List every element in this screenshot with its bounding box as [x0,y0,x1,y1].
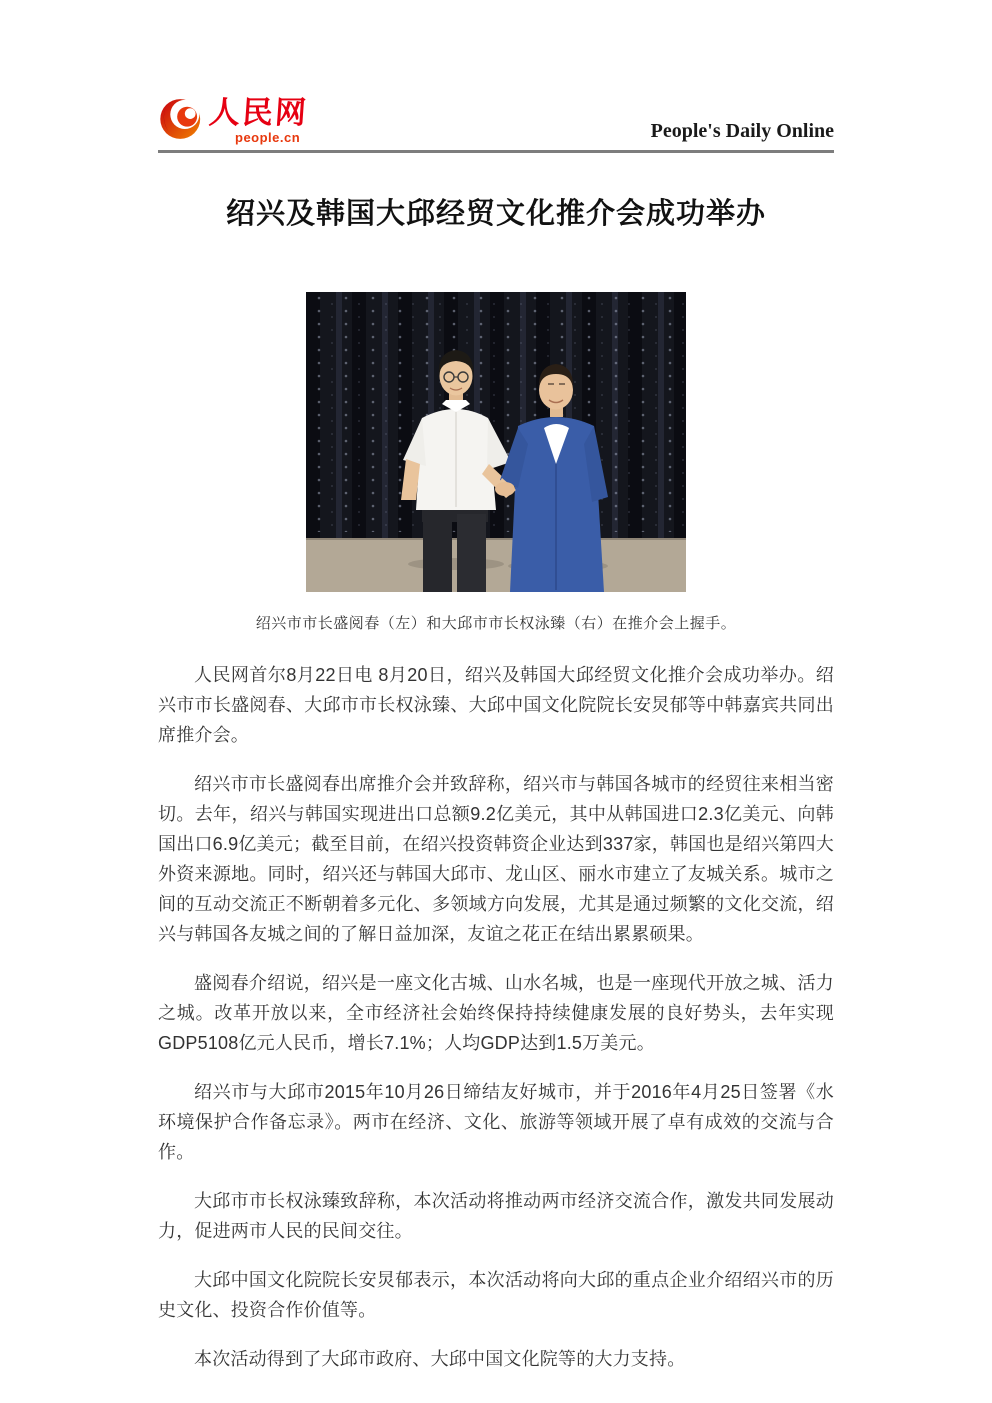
paragraph-trade-figures: 绍兴市市长盛阅春出席推介会并致辞称，绍兴市与韩国各城市的经贸往来相当密切。去年，绍兴与韩国实现进出口总额9.2亿美元，其中从韩国进口2.3亿美元、向韩国出口6.9亿美元；截至目前，在绍兴投资韩资企业达到337家，韩国也是绍兴第四大外资来源地。同时，绍兴还与韩国大邱市、龙山区、丽水市建立了友城关系。城市之间的互动交流正不断朝着多元化、多领域方向发展，尤其是通过频繁的文化交流，绍兴与韩国各友城之间的了解日益加深，友谊之花正在结出累累硕果。 [158,773,834,944]
people-cn-logo[interactable] [158,93,308,145]
paragraph-daegu-mayor: 大邱市市长权泳臻致辞称，本次活动将推动两市经济交流合作，激发共同发展动力，促进两市人民的民间交往。 [158,1190,834,1241]
people-cn-swirl-icon [158,93,204,145]
article-photo [306,292,686,592]
article-body [158,660,834,1374]
paragraph-sister-cities: 绍兴市与大邱市2015年10月26日缔结友好城市，并于2016年4月25日签署《水环境保护合作备忘录》。两市在经济、文化、旅游等领域开展了卓有成效的交流与合作。 [158,1081,834,1162]
paragraph-dateline: 人民网首尔8月22日电 8月20日，绍兴及韩国大邱经贸文化推介会成功举办。绍兴市市长盛阅春、大邱市市长权泳臻、大邱中国文化院院长安炅郁等中韩嘉宾共同出席推介会。 [158,664,834,745]
handshake-photo-illustration [306,292,686,592]
paragraph-gdp: 盛阅春介绍说，绍兴是一座文化古城、山水名城，也是一座现代开放之城、活力之城。改革开放以来，全市经济社会始终保持持续健康发展的良好势头，去年实现GDP5108亿元人民币，增长7.1%；人均GDP达到1.5万美元。 [158,972,834,1053]
article-figure [158,292,834,633]
brand-name-cn: 人民网 [207,95,310,130]
header-divider [158,150,834,153]
people-cn-logo-text [209,97,308,145]
photo-caption: 绍兴市市长盛阅春（左）和大邱市市长权泳臻（右）在推介会上握手。 [255,614,737,632]
paragraph-support: 本次活动得到了大邱市政府、大邱中国文化院等的大力支持。 [194,1348,686,1369]
brand-domain: people.cn [235,130,301,145]
article-title: 绍兴及韩国大邱经贸文化推介会成功举办 [225,198,766,230]
page-header [158,93,834,150]
paragraph-culture-center: 大邱中国文化院院长安炅郁表示，本次活动将向大邱的重点企业介绍绍兴市的历史文化、投资合作价值等。 [158,1269,834,1320]
article-page [158,0,834,1374]
site-name-english: People's Daily Online [650,120,834,142]
